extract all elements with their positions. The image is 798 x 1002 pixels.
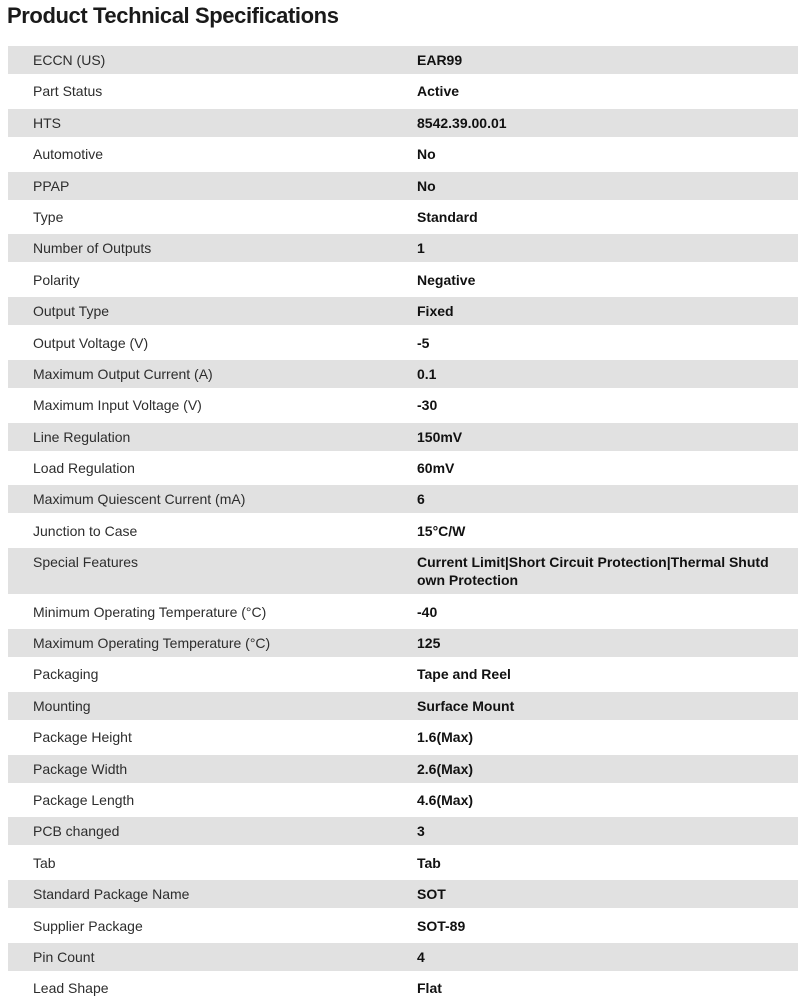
- spec-value: 60mV: [417, 460, 455, 477]
- spec-row: [8, 234, 798, 262]
- spec-row: [8, 454, 798, 482]
- spec-row: [8, 297, 798, 325]
- spec-row: [8, 77, 798, 105]
- spec-value: No: [417, 177, 436, 194]
- spec-value: Current Limit|Short Circuit Protection|Thermal Shutdown Protection: [417, 554, 769, 589]
- spec-row: [8, 109, 798, 137]
- spec-value: Tab: [417, 854, 441, 871]
- spec-label: Load Regulation: [33, 460, 135, 477]
- spec-row: [8, 140, 798, 168]
- spec-label: Junction to Case: [33, 522, 138, 539]
- spec-row: [8, 517, 798, 545]
- spec-label: Standard Package Name: [33, 886, 190, 903]
- spec-row: [8, 46, 798, 74]
- spec-row: [8, 912, 798, 940]
- spec-label: Mounting: [33, 697, 91, 714]
- spec-value: SOT: [417, 886, 446, 903]
- spec-label: Packaging: [33, 666, 99, 683]
- spec-label: Polarity: [33, 271, 80, 288]
- spec-label: Maximum Output Current (A): [33, 365, 213, 382]
- spec-row: [8, 692, 798, 720]
- spec-value: 1.6(Max): [417, 729, 474, 746]
- spec-label: Package Height: [33, 729, 132, 746]
- spec-value: -5: [417, 334, 430, 351]
- spec-row: [8, 786, 798, 814]
- page-title: Product Technical Specifications: [7, 3, 339, 28]
- spec-value: -40: [417, 603, 438, 620]
- spec-label: Lead Shape: [33, 980, 109, 997]
- spec-value: 150mV: [417, 428, 463, 445]
- spec-value: 3: [417, 823, 425, 840]
- spec-value: Surface Mount: [417, 697, 515, 714]
- spec-value: 8542.39.00.01: [417, 114, 507, 131]
- spec-value: 4.6(Max): [417, 791, 474, 808]
- spec-value: EAR99: [417, 52, 463, 68]
- spec-label: Pin Count: [33, 948, 95, 965]
- spec-value: 1: [417, 240, 425, 257]
- spec-value: Fixed: [417, 303, 454, 320]
- spec-value: 4: [417, 948, 425, 965]
- spec-value: Active: [417, 83, 460, 100]
- spec-row: [8, 329, 798, 357]
- spec-label: Output Type: [33, 303, 110, 320]
- spec-row: [8, 266, 798, 294]
- spec-value: 125: [417, 635, 441, 652]
- spec-row: [8, 203, 798, 231]
- spec-row: [8, 755, 798, 783]
- spec-label: PPAP: [33, 177, 70, 194]
- spec-row: [8, 974, 798, 1002]
- spec-value: Standard: [417, 208, 478, 225]
- spec-value: 6: [417, 491, 425, 508]
- spec-label: PCB changed: [33, 823, 120, 840]
- spec-label: Part Status: [33, 83, 103, 100]
- spec-label: Special Features: [33, 554, 139, 571]
- spec-label: Automotive: [33, 146, 104, 163]
- spec-value: 15°C/W: [417, 522, 466, 539]
- spec-label: ECCN (US): [33, 52, 106, 68]
- spec-label: HTS: [33, 114, 61, 131]
- spec-label: Number of Outputs: [33, 240, 152, 257]
- spec-value: 2.6(Max): [417, 760, 474, 777]
- spec-label: Maximum Operating Temperature (°C): [33, 635, 271, 652]
- spec-row: [8, 485, 798, 513]
- spec-row: [8, 880, 798, 908]
- spec-value: -30: [417, 397, 438, 414]
- spec-value: SOT-89: [417, 917, 466, 934]
- spec-label: Line Regulation: [33, 428, 131, 445]
- spec-value: Tape and Reel: [417, 666, 511, 683]
- spec-row: [8, 172, 798, 200]
- specs-table: [8, 46, 798, 1002]
- spec-row: [8, 548, 798, 594]
- spec-label: Package Width: [33, 760, 128, 777]
- spec-row: [8, 629, 798, 657]
- spec-row: [8, 723, 798, 751]
- spec-label: Maximum Input Voltage (V): [33, 397, 202, 414]
- spec-value: 0.1: [417, 365, 437, 382]
- spec-row: [8, 849, 798, 877]
- spec-value: Flat: [417, 980, 442, 997]
- spec-value: Negative: [417, 271, 476, 288]
- spec-label: Package Length: [33, 791, 135, 808]
- spec-row: [8, 598, 798, 626]
- spec-row: [8, 423, 798, 451]
- spec-row: [8, 391, 798, 419]
- spec-row: [8, 660, 798, 688]
- spec-label: Type: [33, 208, 64, 225]
- spec-value: No: [417, 146, 436, 163]
- spec-row: [8, 360, 798, 388]
- spec-label: Minimum Operating Temperature (°C): [33, 603, 267, 620]
- spec-label: Output Voltage (V): [33, 334, 149, 351]
- spec-label: Supplier Package: [33, 917, 143, 934]
- spec-label: Maximum Quiescent Current (mA): [33, 491, 246, 508]
- spec-row: [8, 817, 798, 845]
- spec-label: Tab: [33, 854, 56, 871]
- spec-row: [8, 943, 798, 971]
